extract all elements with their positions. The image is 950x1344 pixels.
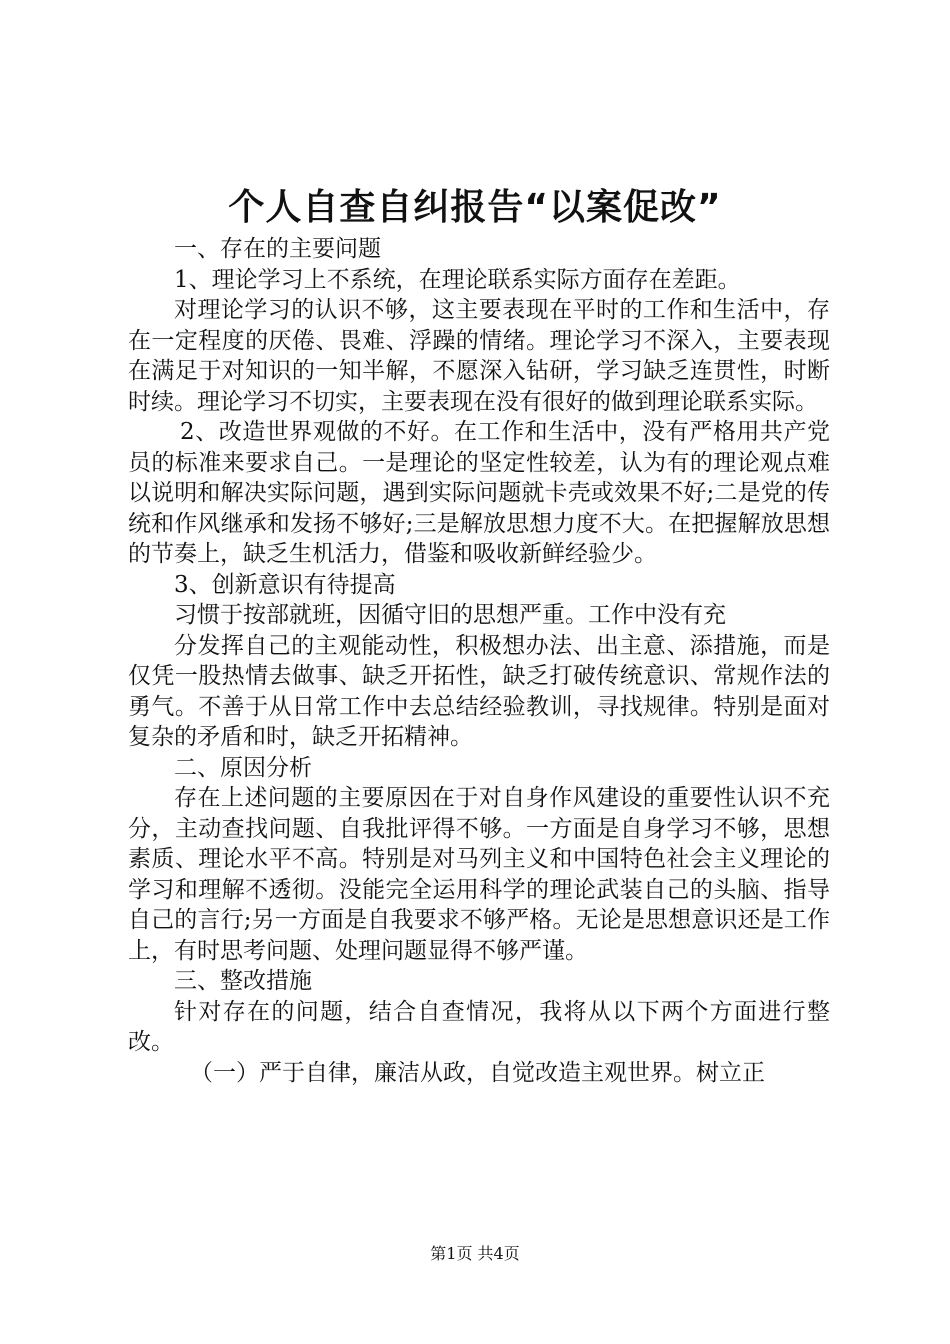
problem-2-body: 2、改造世界观做的不好。在工作和生活中，没有严格用共产党员的标准来要求自己。一是理论的坚定性较差，认为有的理论观点难以说明和解决实际问题，遇到实际问题就卡壳或效果不好;二是党的传统和作风继承和发扬不够好;三是解放思想力度不大。在把握解放思想的节奏上，缺乏生机活力，借鉴和吸收新鲜经验少。	[128, 419, 830, 567]
problem-3-body-line: 习惯于按部就班，因循守旧的思想严重。工作中没有充	[174, 602, 726, 628]
causes-body: 存在上述问题的主要原因在于对自身作风建设的重要性认识不充分，主动查找问题、自我批评得不够。一方面是自身学习不够，思想素质、理论水平不高。特别是对马列主义和中国特色社会主义理论的学习和理解不透彻。没能完全运用科学的理论武装自己的头脑、指导自己的言行;另一方面是自我要求不够严格。无论是思想意识还是工作上，有时思考问题、处理问题显得不够严谨。	[128, 785, 830, 964]
page-number-footer: 第1页 共4页	[430, 1244, 520, 1263]
section-heading-causes: 二、原因分析	[174, 754, 312, 781]
problem-3-body: 分发挥自己的主观能动性，积极想办法、出主意、添措施，而是仅凭一股热情去做事、缺乏开拓性，缺乏打破传统意识、常规作法的勇气。不善于从日常工作中去总结经验教训，寻找规律。特别是面对复杂的矛盾和时，缺乏开拓精神。	[128, 632, 830, 750]
problem-1-heading: 1、理论学习上不系统，在理论联系实际方面存在差距。	[174, 266, 741, 293]
section-heading-measures: 三、整改措施	[174, 968, 312, 994]
document-title: 个人自查自纠报告“以案促改”	[228, 187, 722, 228]
section-heading-problems: 一、存在的主要问题	[174, 236, 381, 262]
document-body	[128, 234, 830, 1088]
measures-intro: 针对存在的问题，结合自查情况，我将从以下两个方面进行整改。	[128, 998, 830, 1055]
measure-1-body: （一）严于自律，廉洁从政，自觉改造主观世界。树立正	[190, 1059, 765, 1086]
problem-1-body: 对理论学习的认识不够，这主要表现在平时的工作和生活中，存在一定程度的厌倦、畏难、浮躁的情绪。理论学习不深入，主要表现在满足于对知识的一知半解，不愿深入钻研，学习缺乏连贯性，时断时续。理论学习不切实，主要表现在没有很好的做到理论联系实际。	[128, 297, 830, 415]
problem-3-heading: 3、创新意识有待提高	[174, 571, 396, 598]
